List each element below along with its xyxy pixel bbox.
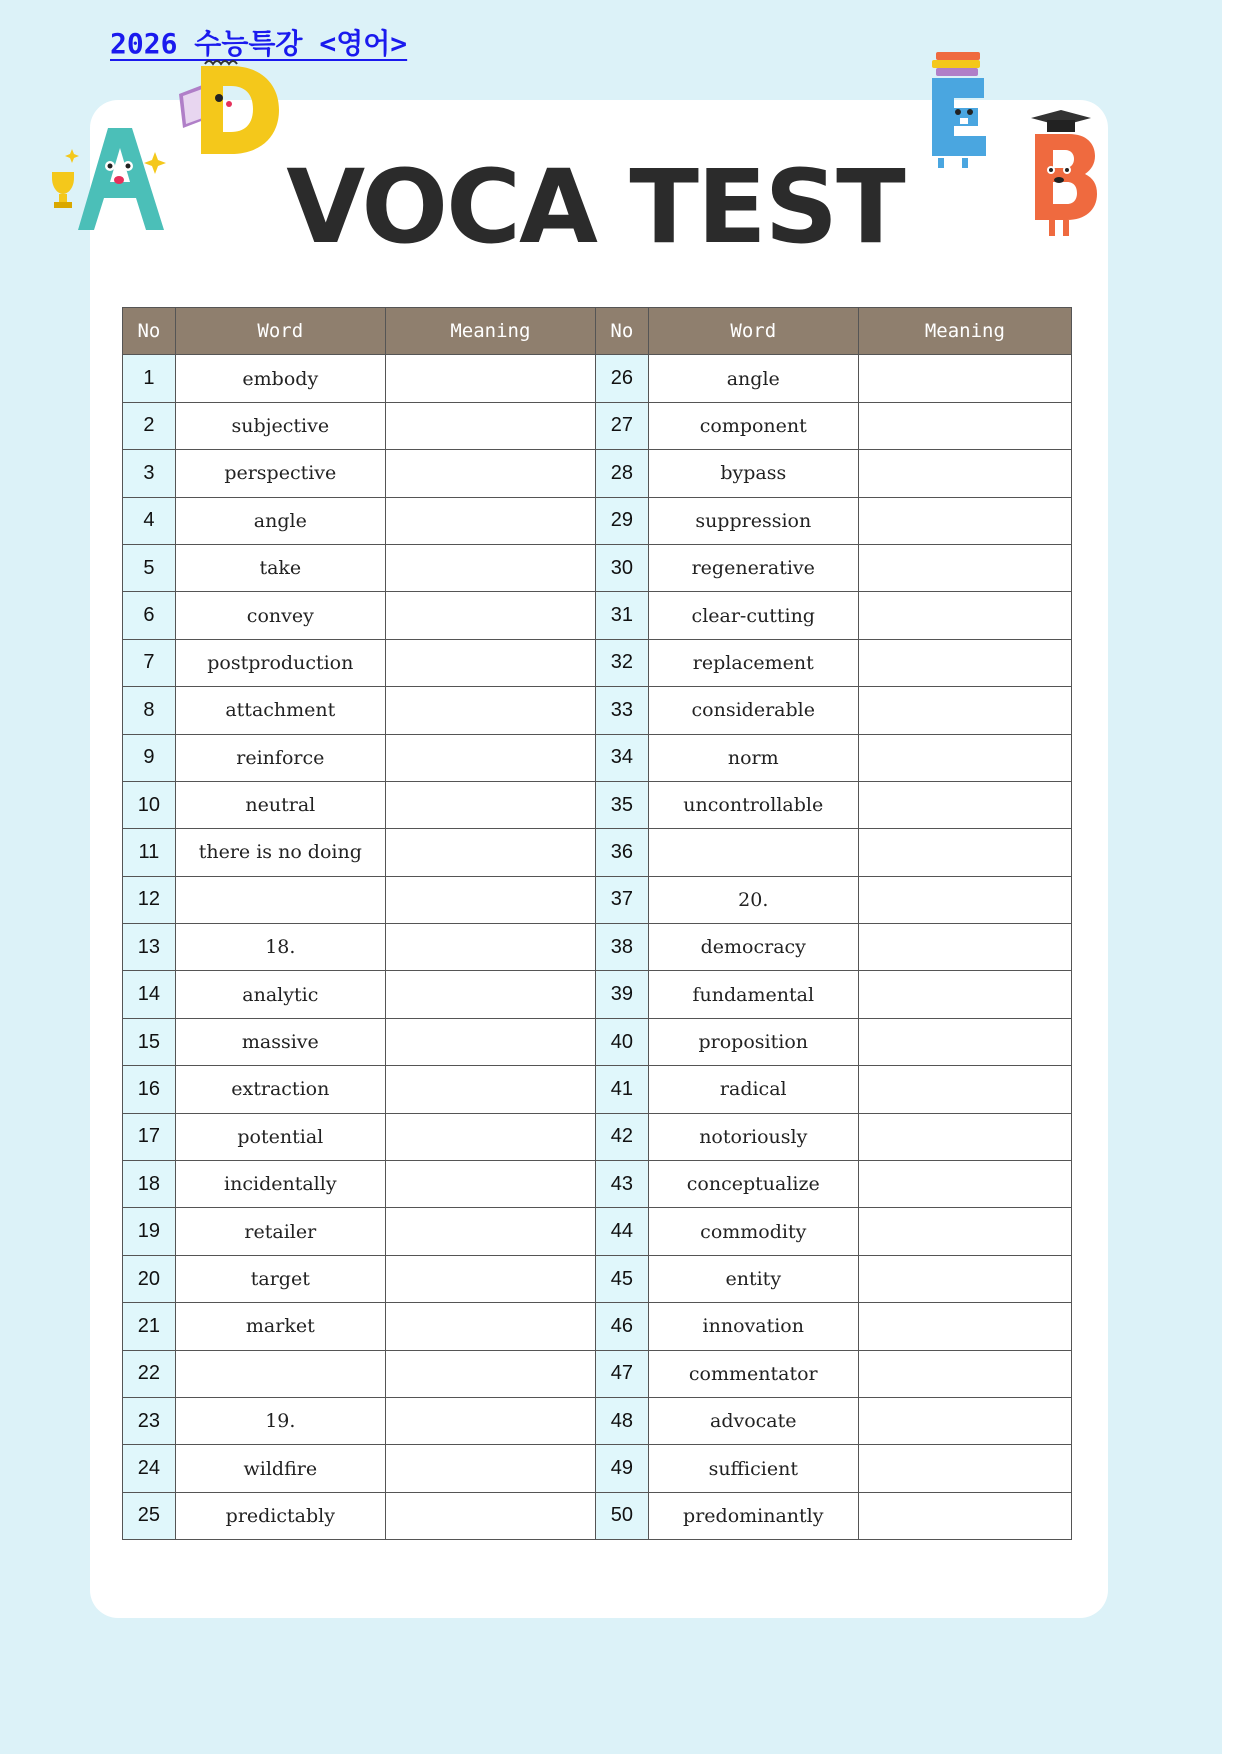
meaning-cell-left[interactable]	[385, 1445, 595, 1492]
word-cell-right: bypass	[648, 450, 858, 497]
header-meaning-right: Meaning	[858, 308, 1071, 355]
table-row	[123, 1350, 1072, 1397]
word-cell-right: predominantly	[648, 1492, 858, 1539]
meaning-cell-right[interactable]	[858, 355, 1071, 402]
word-cell-left: perspective	[175, 450, 385, 497]
word-cell-left: predictably	[175, 1492, 385, 1539]
meaning-cell-left[interactable]	[385, 1066, 595, 1113]
row-number-left: 7	[123, 639, 176, 686]
table-row	[123, 1303, 1072, 1350]
word-cell-right: advocate	[648, 1397, 858, 1444]
word-cell-left: 18.	[175, 924, 385, 971]
meaning-cell-right[interactable]	[858, 497, 1071, 544]
vocab-table	[122, 307, 1072, 1540]
meaning-cell-right[interactable]	[858, 1397, 1071, 1444]
row-number-left: 9	[123, 734, 176, 781]
word-cell-right: entity	[648, 1255, 858, 1302]
table-row	[123, 876, 1072, 923]
table-row	[123, 924, 1072, 971]
table-row	[123, 497, 1072, 544]
meaning-cell-left[interactable]	[385, 592, 595, 639]
row-number-right: 33	[595, 687, 648, 734]
meaning-cell-left[interactable]	[385, 1018, 595, 1065]
meaning-cell-right[interactable]	[858, 971, 1071, 1018]
table-row	[123, 687, 1072, 734]
word-cell-left: postproduction	[175, 639, 385, 686]
header-no-left: No	[123, 308, 176, 355]
row-number-right: 31	[595, 592, 648, 639]
word-cell-left: potential	[175, 1113, 385, 1160]
table-row	[123, 1066, 1072, 1113]
word-cell-left: angle	[175, 497, 385, 544]
meaning-cell-right[interactable]	[858, 829, 1071, 876]
row-number-right: 39	[595, 971, 648, 1018]
meaning-cell-right[interactable]	[858, 781, 1071, 828]
table-row	[123, 1397, 1072, 1444]
meaning-cell-right[interactable]	[858, 1113, 1071, 1160]
meaning-cell-left[interactable]	[385, 1113, 595, 1160]
meaning-cell-right[interactable]	[858, 1303, 1071, 1350]
word-cell-right: sufficient	[648, 1445, 858, 1492]
word-cell-left: attachment	[175, 687, 385, 734]
meaning-cell-right[interactable]	[858, 1066, 1071, 1113]
row-number-left: 14	[123, 971, 176, 1018]
row-number-right: 50	[595, 1492, 648, 1539]
row-number-left: 1	[123, 355, 176, 402]
meaning-cell-right[interactable]	[858, 1018, 1071, 1065]
row-number-left: 6	[123, 592, 176, 639]
meaning-cell-left[interactable]	[385, 829, 595, 876]
table-row	[123, 781, 1072, 828]
row-number-left: 11	[123, 829, 176, 876]
meaning-cell-left[interactable]	[385, 781, 595, 828]
table-row	[123, 639, 1072, 686]
meaning-cell-left[interactable]	[385, 1161, 595, 1208]
word-cell-right: considerable	[648, 687, 858, 734]
table-row	[123, 1445, 1072, 1492]
header-word-left: Word	[175, 308, 385, 355]
table-row	[123, 1018, 1072, 1065]
meaning-cell-right[interactable]	[858, 1255, 1071, 1302]
row-number-right: 26	[595, 355, 648, 402]
word-cell-left: massive	[175, 1018, 385, 1065]
word-cell-right: conceptualize	[648, 1161, 858, 1208]
page-header-title: 2026 수능특강 <영어>	[110, 27, 408, 60]
row-number-right: 32	[595, 639, 648, 686]
table-row	[123, 355, 1072, 402]
row-number-left: 3	[123, 450, 176, 497]
row-number-left: 13	[123, 924, 176, 971]
meaning-cell-right[interactable]	[858, 592, 1071, 639]
word-cell-right: 20.	[648, 876, 858, 923]
row-number-right: 38	[595, 924, 648, 971]
meaning-cell-left[interactable]	[385, 1303, 595, 1350]
meaning-cell-left[interactable]	[385, 876, 595, 923]
row-number-right: 48	[595, 1397, 648, 1444]
meaning-cell-right[interactable]	[858, 1445, 1071, 1492]
word-cell-right: norm	[648, 734, 858, 781]
meaning-cell-left[interactable]	[385, 497, 595, 544]
word-cell-left: extraction	[175, 1066, 385, 1113]
row-number-left: 4	[123, 497, 176, 544]
header-no-right: No	[595, 308, 648, 355]
row-number-right: 47	[595, 1350, 648, 1397]
word-cell-left: take	[175, 544, 385, 591]
row-number-left: 19	[123, 1208, 176, 1255]
row-number-right: 37	[595, 876, 648, 923]
table-row	[123, 402, 1072, 449]
row-number-left: 18	[123, 1161, 176, 1208]
word-cell-right: proposition	[648, 1018, 858, 1065]
word-cell-left: wildfire	[175, 1445, 385, 1492]
word-cell-right: suppression	[648, 497, 858, 544]
row-number-right: 42	[595, 1113, 648, 1160]
meaning-cell-right[interactable]	[858, 450, 1071, 497]
table-header-row	[123, 308, 1072, 355]
word-cell-right: radical	[648, 1066, 858, 1113]
meaning-cell-left[interactable]	[385, 1255, 595, 1302]
word-cell-left: convey	[175, 592, 385, 639]
meaning-cell-right[interactable]	[858, 876, 1071, 923]
word-cell-right: regenerative	[648, 544, 858, 591]
word-cell-right: angle	[648, 355, 858, 402]
meaning-cell-right[interactable]	[858, 924, 1071, 971]
word-cell-right: commentator	[648, 1350, 858, 1397]
word-cell-left: incidentally	[175, 1161, 385, 1208]
word-cell-left: neutral	[175, 781, 385, 828]
meaning-cell-left[interactable]	[385, 1350, 595, 1397]
word-cell-right: commodity	[648, 1208, 858, 1255]
row-number-right: 46	[595, 1303, 648, 1350]
header-meaning-left: Meaning	[385, 308, 595, 355]
table-row	[123, 829, 1072, 876]
meaning-cell-right[interactable]	[858, 639, 1071, 686]
meaning-cell-left[interactable]	[385, 544, 595, 591]
table-row	[123, 971, 1072, 1018]
row-number-right: 45	[595, 1255, 648, 1302]
meaning-cell-right[interactable]	[858, 1208, 1071, 1255]
word-cell-left: reinforce	[175, 734, 385, 781]
word-cell-left: subjective	[175, 402, 385, 449]
meaning-cell-left[interactable]	[385, 971, 595, 1018]
letter-d-character-icon	[175, 58, 290, 158]
row-number-right: 41	[595, 1066, 648, 1113]
row-number-left: 17	[123, 1113, 176, 1160]
table-row	[123, 1161, 1072, 1208]
word-cell-right: component	[648, 402, 858, 449]
word-cell-right	[648, 829, 858, 876]
meaning-cell-left[interactable]	[385, 734, 595, 781]
graduation-cap-icon	[1031, 110, 1091, 132]
meaning-cell-left[interactable]	[385, 1492, 595, 1539]
table-row	[123, 1255, 1072, 1302]
word-cell-right: replacement	[648, 639, 858, 686]
row-number-left: 20	[123, 1255, 176, 1302]
meaning-cell-left[interactable]	[385, 687, 595, 734]
table-row	[123, 1492, 1072, 1539]
word-cell-left: target	[175, 1255, 385, 1302]
row-number-left: 21	[123, 1303, 176, 1350]
table-row	[123, 1113, 1072, 1160]
table-row	[123, 592, 1072, 639]
row-number-right: 36	[595, 829, 648, 876]
word-cell-left	[175, 1350, 385, 1397]
meaning-cell-left[interactable]	[385, 1397, 595, 1444]
meaning-cell-right[interactable]	[858, 734, 1071, 781]
meaning-cell-right[interactable]	[858, 402, 1071, 449]
word-cell-right: fundamental	[648, 971, 858, 1018]
word-cell-left: embody	[175, 355, 385, 402]
row-number-right: 34	[595, 734, 648, 781]
table-row	[123, 450, 1072, 497]
row-number-right: 30	[595, 544, 648, 591]
row-number-left: 2	[123, 402, 176, 449]
word-cell-right: notoriously	[648, 1113, 858, 1160]
word-cell-right: innovation	[648, 1303, 858, 1350]
meaning-cell-left[interactable]	[385, 402, 595, 449]
word-cell-left: retailer	[175, 1208, 385, 1255]
row-number-left: 16	[123, 1066, 176, 1113]
row-number-left: 12	[123, 876, 176, 923]
row-number-left: 25	[123, 1492, 176, 1539]
meaning-cell-right[interactable]	[858, 1492, 1071, 1539]
word-cell-right: democracy	[648, 924, 858, 971]
meaning-cell-left[interactable]	[385, 924, 595, 971]
book-icon	[932, 52, 980, 76]
word-cell-right: uncontrollable	[648, 781, 858, 828]
word-cell-left: market	[175, 1303, 385, 1350]
row-number-left: 10	[123, 781, 176, 828]
word-cell-left: there is no doing	[175, 829, 385, 876]
row-number-right: 40	[595, 1018, 648, 1065]
word-cell-left	[175, 876, 385, 923]
row-number-right: 43	[595, 1161, 648, 1208]
table-row	[123, 544, 1072, 591]
word-cell-left: 19.	[175, 1397, 385, 1444]
row-number-left: 15	[123, 1018, 176, 1065]
meaning-cell-left[interactable]	[385, 450, 595, 497]
row-number-left: 5	[123, 544, 176, 591]
header-word-right: Word	[648, 308, 858, 355]
row-number-right: 28	[595, 450, 648, 497]
meaning-cell-left[interactable]	[385, 1208, 595, 1255]
meaning-cell-right[interactable]	[858, 687, 1071, 734]
row-number-right: 49	[595, 1445, 648, 1492]
meaning-cell-right[interactable]	[858, 1350, 1071, 1397]
row-number-left: 22	[123, 1350, 176, 1397]
row-number-left: 8	[123, 687, 176, 734]
table-row	[123, 734, 1072, 781]
meaning-cell-left[interactable]	[385, 355, 595, 402]
page-title: VOCA TEST	[286, 148, 904, 267]
word-cell-left: analytic	[175, 971, 385, 1018]
row-number-left: 23	[123, 1397, 176, 1444]
meaning-cell-left[interactable]	[385, 639, 595, 686]
row-number-right: 29	[595, 497, 648, 544]
row-number-right: 27	[595, 402, 648, 449]
table-row	[123, 1208, 1072, 1255]
word-cell-right: clear-cutting	[648, 592, 858, 639]
row-number-left: 24	[123, 1445, 176, 1492]
row-number-right: 44	[595, 1208, 648, 1255]
row-number-right: 35	[595, 781, 648, 828]
meaning-cell-right[interactable]	[858, 544, 1071, 591]
meaning-cell-right[interactable]	[858, 1161, 1071, 1208]
